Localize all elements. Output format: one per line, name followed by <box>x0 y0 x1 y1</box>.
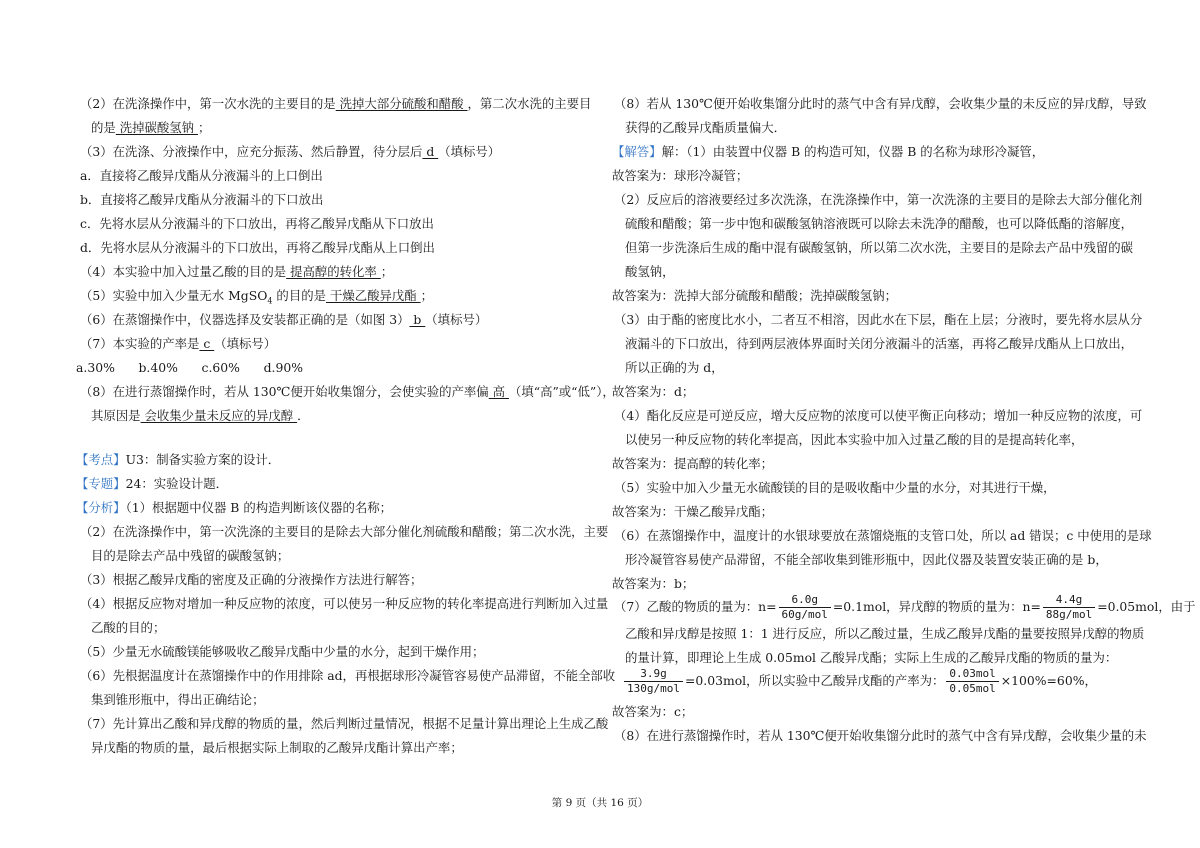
analysis-line: 乙酸的目的； <box>91 620 166 635</box>
q7-calc-line3: 的量计算，即理论上生成 0.05mol 乙酸异戊酯；实际上生成的乙酸异戊酯的物质的量为： <box>625 650 1118 665</box>
q6-suffix: （填标号） <box>425 312 488 327</box>
q7-prefix: （7）本实验的产率是 <box>80 336 200 351</box>
fenxi-tag: 【分析】 <box>76 500 126 515</box>
option-c: c．先将水层从分液漏斗的下口放出，再将乙酸异戊酯从下口放出 <box>80 216 434 231</box>
q8-line2 <box>91 408 310 424</box>
fraction-isoamyl-alcohol <box>1043 593 1095 622</box>
q7-suffix: （填标号） <box>214 336 277 351</box>
solution-line: 故答案为：提高醇的转化率； <box>612 456 774 471</box>
solution-line: 故答案为：球形冷凝管； <box>612 168 749 183</box>
solution-line: （5）实验中加入少量无水硫酸镁的目的是吸收酯中少量的水分，对其进行干燥， <box>614 480 1056 495</box>
q8-line2-suffix: ． <box>297 408 310 423</box>
q7-calc-text: （7）乙酸的物质的量为：n= <box>614 599 777 614</box>
solution-line: 液漏斗的下口放出，待到两层液体界面时关闭分液漏斗的活塞，再将乙酸异戊酯从上口放出， <box>625 336 1134 351</box>
fraction-numerator: 0.03mol <box>946 667 998 682</box>
analysis-line: （5）少量无水硫酸镁能够吸收乙酸异戊酯中少量的水分，起到干燥作用； <box>80 644 485 659</box>
q7-calc-text: =0.1mol，异戊醇的物质的量为：n= <box>832 599 1041 614</box>
q6-prefix: （6）在蒸馏操作中，仪器选择及安装都正确的是（如图 3） <box>80 312 410 327</box>
analysis-line: 异戊酯的物质的量，最后根据实际上制取的乙酸异戊酯计算出产率； <box>91 740 463 755</box>
q5-prefix: （5）实验中加入少量无水 MgSO <box>80 288 268 303</box>
q2-answer2: 洗掉碳酸氢钠 <box>115 120 199 135</box>
fraction-denominator: 130g/mol <box>627 682 680 695</box>
kaodian-tag: 【考点】 <box>76 452 126 467</box>
q3-prefix: （3）在洗涤、分液操作中，应充分振荡、然后静置，待分层后 <box>80 144 423 159</box>
q8-answer: 高 <box>488 384 509 399</box>
q3-answer: d <box>422 144 439 159</box>
q5-subscript: 4 <box>267 296 273 306</box>
q2-prefix: （2）在洗涤操作中，第一次水洗的主要目的是 <box>80 96 336 111</box>
solution-line: 以使另一种反应物的转化率提高，因此本实验中加入过量乙酸的目的是提高转化率， <box>625 432 1084 447</box>
jieda-text: 解：（1）由装置中仪器 B 的构造可知，仪器 B 的名称为球形冷凝管， <box>661 144 1045 159</box>
q7-answer: c <box>199 336 215 351</box>
fraction-numerator: 4.4g <box>1043 593 1095 608</box>
solution-line: 形冷凝管容易使产品滞留，不能全部收集到锥形瓶中，因此仪器及装置安装正确的是 b， <box>625 552 1108 567</box>
q5-line <box>80 288 433 309</box>
solution-line: 故答案为：c； <box>612 704 694 719</box>
fraction-numerator: 3.9g <box>624 667 683 682</box>
fraction-denominator: 60g/mol <box>781 608 828 621</box>
zhuanti-line <box>76 476 228 492</box>
q4-prefix: （4）本实验中加入过量乙酸的目的是 <box>80 264 287 279</box>
option-b: b．直接将乙酸异戊酯从分液漏斗的下口放出 <box>80 192 324 207</box>
solution-line: （2）反应后的溶液要经过多次洗涤，在洗涤操作中，第一次洗涤的主要目的是除去大部分催化剂 <box>614 192 1143 207</box>
q7-calc-line2: 乙酸和异戊醇是按照 1：1 进行反应，所以乙酸过量，生成乙酸异戊酯的量要按照异戊醇的物质 <box>625 626 1145 641</box>
solution-line: 故答案为：d； <box>612 384 695 399</box>
q2-answer1: 洗掉大部分硫酸和醋酸 <box>335 96 468 111</box>
solution-line: 酸氢钠， <box>625 264 675 279</box>
q4-suffix: ； <box>380 264 394 279</box>
q8-line1 <box>80 384 615 400</box>
q5-middle: 的目的是 <box>272 288 326 303</box>
fraction-yield <box>946 667 998 696</box>
q3-line <box>80 144 500 160</box>
q7-calc-line1 <box>614 592 1196 622</box>
solution-line: 故答案为：洗掉大部分硫酸和醋酸；洗掉碳酸氢钠； <box>612 288 897 303</box>
solution-line: 硫酸和醋酸；第一步中饱和碳酸氢钠溶液既可以除去未洗净的醋酸，也可以降低酯的溶解度， <box>625 216 1134 231</box>
q5-answer: 干燥乙酸异戊酯 <box>326 288 421 303</box>
q7-line <box>80 336 276 352</box>
q7-calc-line4 <box>622 666 1097 696</box>
q3-suffix: （填标号） <box>438 144 501 159</box>
solution-line: （4）酯化反应是可逆反应，增大反应物的浓度可以使平衡正向移动；增加一种反应物的浓度，可 <box>614 408 1143 423</box>
q8-prefix: （8）在进行蒸馏操作时，若从 130℃便开始收集馏分，会使实验的产率偏 <box>80 384 489 399</box>
q7-calc-text: ×100%=60%， <box>1000 673 1097 688</box>
q6-answer: b <box>409 312 426 327</box>
solution-line: 但第一步洗涤后生成的酯中混有碳酸氢钠，所以第二次水洗，主要目的是除去产品中残留的碳 <box>625 240 1134 255</box>
page-footer: 第 9 页（共 16 页） <box>551 797 649 809</box>
q8-line2-prefix: 其原因是 <box>91 408 141 423</box>
solution-line: 故答案为：干燥乙酸异戊酯； <box>612 504 774 519</box>
q7-calc-text: =0.03mol，所以实验中乙酸异戊酯的产率为： <box>684 673 945 688</box>
kaodian-line <box>76 452 280 468</box>
analysis-line: 集到锥形瓶中，得出正确结论； <box>91 692 265 707</box>
fraction-acetic-acid <box>779 593 831 622</box>
jieda-tag: 【解答】 <box>612 144 662 159</box>
zhuanti-tag: 【专题】 <box>76 476 126 491</box>
analysis-line: （6）先根据温度计在蒸馏操作中的作用排除 ad，再根据球形冷凝管容易使产品滞留，不能全部收 <box>80 668 616 683</box>
zhuanti-text: 24：实验设计题． <box>125 476 229 491</box>
analysis-line: （3）根据乙酸异戊酯的密度及正确的分液操作方法进行解答； <box>80 572 423 587</box>
solution-line: 故答案为：b； <box>612 576 695 591</box>
fraction-denominator: 88g/mol <box>1045 608 1093 621</box>
q2-line1 <box>80 96 591 112</box>
analysis-line: （4）根据反应物对增加一种反应物的浓度，可以使另一种反应物的转化率提高进行判断加入过量 <box>80 596 609 611</box>
fenxi-line <box>76 500 392 516</box>
jieda-line <box>612 144 1044 160</box>
solution-line: （6）在蒸馏操作中，温度计的水银球要放在蒸馏烧瓶的支管口处，所以 ad 错误；c 中使用的是球 <box>614 528 1152 543</box>
q2-line2 <box>91 120 210 136</box>
q8-suffix: （填“高”或“低”）， <box>508 384 615 399</box>
q5-suffix: ； <box>420 288 434 303</box>
q2-line2-prefix: 的是 <box>91 120 116 135</box>
q6-line <box>80 312 487 328</box>
q4-answer: 提高醇的转化率 <box>286 264 381 279</box>
right-top-line: 获得的乙酸异戊酯质量偏大． <box>625 120 787 135</box>
fenxi-text: （1）根据题中仪器 B 的构造判断该仪器的名称； <box>125 500 393 515</box>
analysis-line: 目的是除去产品中残留的碳酸氢钠； <box>91 548 290 563</box>
fraction-numerator: 6.0g <box>779 593 831 608</box>
q8-answer2: 会收集少量未反应的异戊醇 <box>140 408 298 423</box>
kaodian-text: U3：制备实验方案的设计． <box>125 452 281 467</box>
option-a: a．直接将乙酸异戊酯从分液漏斗的上口倒出 <box>80 168 323 183</box>
right-top-line: （8）若从 130℃便开始收集馏分此时的蒸气中含有异戊醇，会收集少量的未反应的异戊醇，导致 <box>614 96 1147 111</box>
fraction-denominator: 0.05mol <box>949 682 996 695</box>
q2-middle: ，第二次水洗的主要目 <box>467 96 592 111</box>
fraction-ester <box>624 667 683 696</box>
option-d: d．先将水层从分液漏斗的下口放出，再将乙酸异戊酯从上口倒出 <box>80 240 435 255</box>
solution-line: 所以正确的为 d， <box>625 360 724 375</box>
q7-options: a.30% b.40% c.60% d.90% <box>76 360 304 375</box>
q2-line2-suffix: ； <box>198 120 211 135</box>
q4-line <box>80 264 393 280</box>
analysis-line: （2）在洗涤操作中，第一次洗涤的主要目的是除去大部分催化剂硫酸和醋酸；第二次水洗，主要 <box>80 524 609 539</box>
q7-calc-text: =0.05mol，由于 <box>1097 599 1196 614</box>
analysis-line: （7）先计算出乙酸和异戊醇的物质的量，然后判断过量情况，根据不足量计算出理论上生成乙酸 <box>80 716 609 731</box>
solution-line: （3）由于酯的密度比水小，二者互不相溶，因此水在下层，酯在上层；分液时，要先将水层从分 <box>614 312 1143 327</box>
solution-line: （8）在进行蒸馏操作时，若从 130℃便开始收集馏分此时的蒸气中含有异戊醇，会收集少量的未 <box>614 728 1147 743</box>
